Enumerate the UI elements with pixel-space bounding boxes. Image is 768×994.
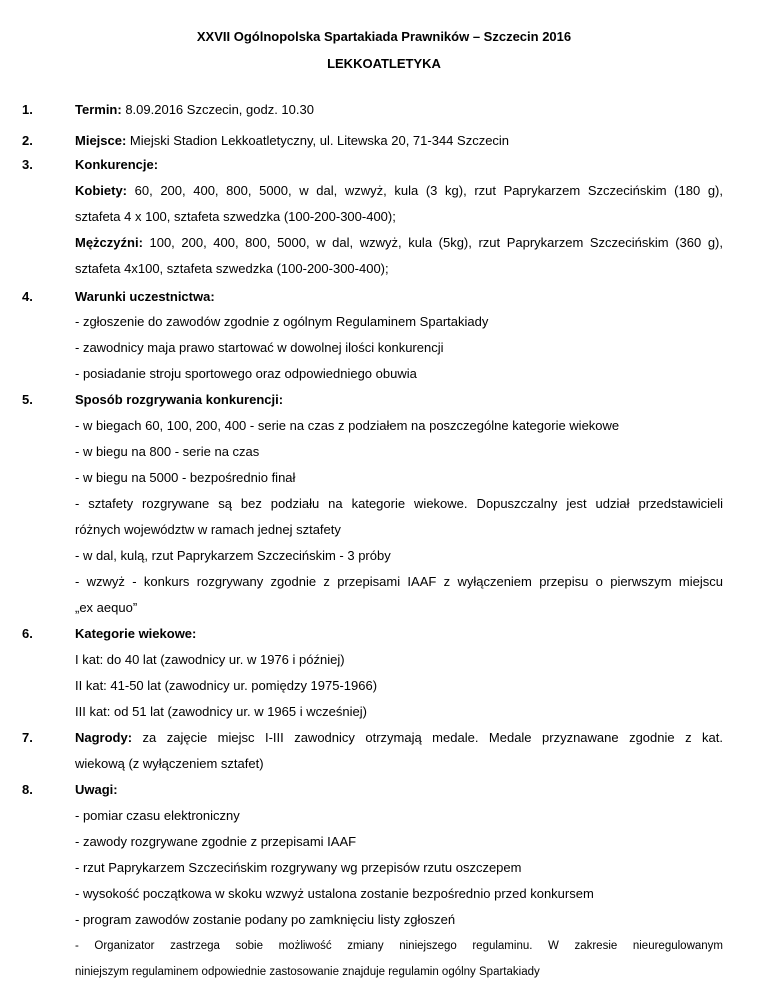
section-termin — [75, 102, 314, 118]
list-item: - w biegu na 800 - serie na czas — [75, 444, 260, 459]
section-label — [75, 289, 215, 305]
section-number: 7. — [22, 730, 33, 745]
section-label-text: Konkurencje: — [75, 157, 159, 172]
section-text: 8.09.2016 Szczecin, godz. 10.30 — [121, 102, 314, 117]
section-label-text: Sposób rozgrywania konkurencji: — [75, 392, 284, 407]
section-number: 4. — [22, 289, 33, 304]
section-label: Miejsce: — [75, 133, 127, 148]
list-item: II kat: 41-50 lat (zawodnicy ur. pomiędzy 1975-1966) — [75, 678, 378, 693]
section-label — [75, 626, 196, 642]
list-item: - wysokość początkowa w skoku wzwyż ustalona zostanie bezpośrednio przed konkursem — [75, 886, 594, 901]
women-label: Kobiety: — [75, 183, 127, 198]
section-nagrody — [75, 730, 723, 746]
section-label-text: Warunki uczestnictwa: — [75, 289, 215, 304]
list-item: - w biegu na 5000 - bezpośrednio finał — [75, 470, 296, 485]
section-number: 8. — [22, 782, 33, 797]
list-item: - program zawodów zostanie podany po zamknięciu listy zgłoszeń — [75, 912, 456, 927]
section-label — [75, 392, 283, 408]
list-item: - zgłoszenie do zawodów zgodnie z ogólnym Regulaminem Spartakiady — [75, 314, 489, 329]
list-item: - posiadanie stroju sportowego oraz odpowiedniego obuwia — [75, 366, 417, 381]
section-number: 1. — [22, 102, 33, 117]
section-label — [75, 782, 118, 798]
list-item-continued: niniejszym regulaminem odpowiednie zastosowanie znajduje regulamin ogólny Spartakiady — [75, 966, 540, 978]
section-label-text: Kategorie wiekowe: — [75, 626, 197, 641]
list-item: - pomiar czasu elektroniczny — [75, 808, 240, 823]
section-number: 6. — [22, 626, 33, 641]
section-text: Miejski Stadion Lekkoatletyczny, ul. Litewska 20, 71-344 Szczecin — [126, 133, 510, 148]
list-item: - wzwyż - konkurs rozgrywany zgodnie z przepisami IAAF z wyłączeniem przepisu o pierwszym miejscu — [75, 574, 723, 589]
list-item: III kat: od 51 lat (zawodnicy ur. w 1965 i wcześniej) — [75, 704, 367, 719]
men-text: 100, 200, 400, 800, 5000, w dal, wzwyż, kula (5kg), rzut Paprykarzem Szczecińskim (360 g), — [142, 235, 723, 250]
list-item: - w biegach 60, 100, 200, 400 - serie na czas z podziałem na poszczególne kategorie wiekowe — [75, 418, 620, 433]
section-miejsce — [75, 133, 509, 149]
men-label: Mężczyźni: — [75, 235, 143, 250]
section-label-text: Uwagi: — [75, 782, 118, 797]
section-label: Termin: — [75, 102, 122, 117]
section-label — [75, 157, 158, 173]
list-item: I kat: do 40 lat (zawodnicy ur. w 1976 i później) — [75, 652, 345, 667]
section-text-continued: wiekową (z wyłączeniem sztafet) — [75, 756, 264, 771]
document-title: XXVII Ogólnopolska Spartakiada Prawników – Szczecin 2016 — [196, 29, 572, 44]
document-subtitle: LEKKOATLETYKA — [327, 56, 441, 71]
section-number: 5. — [22, 392, 33, 407]
section-label: Nagrody: — [75, 730, 133, 745]
konkurencje-men-line1 — [75, 235, 723, 251]
list-item: - zawodnicy maja prawo startować w dowolnej ilości konkurencji — [75, 340, 444, 355]
list-item: - rzut Paprykarzem Szczecińskim rozgrywany wg przepisów rzutu oszczepem — [75, 860, 522, 875]
section-number: 2. — [22, 133, 33, 148]
women-text: 60, 200, 400, 800, 5000, w dal, wzwyż, kula (3 kg), rzut Paprykarzem Szczecińskim (180 g), — [127, 183, 723, 198]
section-text: za zajęcie miejsc I-III zawodnicy otrzymają medale. Medale przyznawane zgodnie z kat. — [132, 730, 723, 745]
list-item: - zawody rozgrywane zgodnie z przepisami IAAF — [75, 834, 357, 849]
list-item: - w dal, kulą, rzut Paprykarzem Szczecińskim - 3 próby — [75, 548, 391, 563]
list-item-continued: „ex aequo” — [75, 600, 138, 615]
list-item-continued: różnych województw w ramach jednej sztafety — [75, 522, 341, 537]
list-item: - Organizator zastrzega sobie możliwość zmiany niniejszego regulaminu. W zakresie nieuregulowanym — [75, 940, 723, 952]
list-item: - sztafety rozgrywane są bez podziału na kategorie wiekowe. Dopuszczalny jest udział przedstawicieli — [75, 496, 723, 511]
konkurencje-women-line2: sztafeta 4 x 100, sztafeta szwedzka (100-200-300-400); — [75, 209, 396, 224]
konkurencje-men-line2: sztafeta 4x100, sztafeta szwedzka (100-200-300-400); — [75, 261, 389, 276]
konkurencje-women-line1 — [75, 183, 723, 199]
section-number: 3. — [22, 157, 33, 172]
